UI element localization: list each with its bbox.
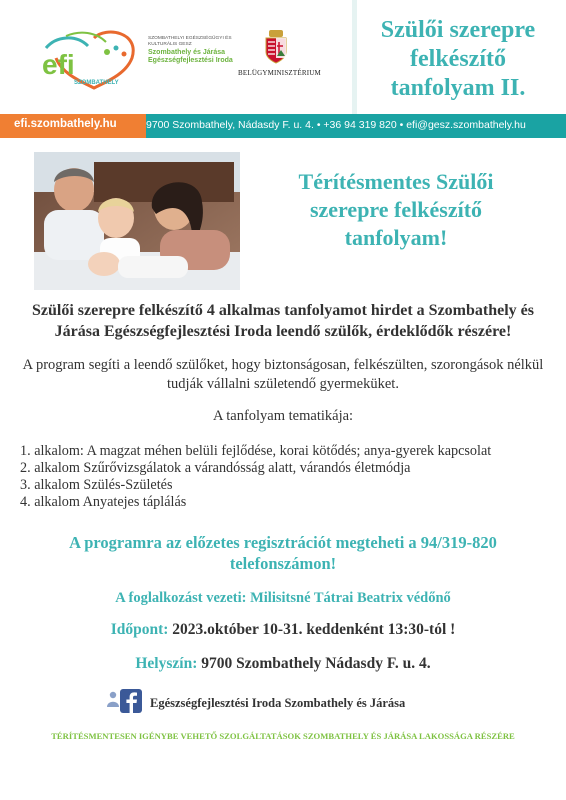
- facebook-link[interactable]: [106, 690, 405, 716]
- time-label: Időpont:: [110, 621, 169, 638]
- list-item: 3. alkalom Szülés-Születés: [20, 477, 173, 493]
- time-line: [20, 621, 546, 639]
- website-link[interactable]: efi.szombathely.hu: [14, 118, 117, 130]
- subtitle: Térítésmentes Szülői szerepre felkészítő tanfolyam!: [298, 169, 494, 250]
- footer-note: TÉRÍTÉSMENTESEN IGÉNYBE VEHETŐ SZOLGÁLTATÁSOK SZOMBATHELY ÉS JÁRÁSA LAKOSSÁGA RÉSZÉRE: [51, 731, 515, 741]
- intro-text: Szülői szerepre felkészítő 4 alkalmas tanfolyamot hirdet a Szombathely és Járása Egészségfejlesztési Iroda leendő szülők, érdeklődők részére!: [31, 302, 535, 340]
- description: A program segíti a leendő szülőket, hogy biztonságosan, felkészülten, szorongások nélkül tudják vállalni születendő gyermeküket.: [22, 357, 544, 392]
- page-title: Szülői szerepre felkészítő tanfolyam II.: [380, 17, 536, 101]
- time-value: 2023.október 10-31. keddenként 13:30-tól !: [172, 621, 456, 638]
- efi-logo: [36, 28, 146, 90]
- course-leader: A foglalkozást vezeti: Milisitsné Tátrai Beatrix védőnő: [115, 590, 451, 606]
- family-photo: [34, 152, 240, 290]
- topics-list: [20, 443, 550, 511]
- list-item: 4. alkalom Anyatejes táplálás: [20, 494, 187, 510]
- list-item: 2. alkalom Szűrővizsgálatok a várandósság alatt, várandós életmódja: [20, 460, 411, 476]
- logo-mark-text: efi: [42, 49, 75, 80]
- facebook-icon: [106, 689, 142, 718]
- org-name: Szombathely és Járása Egészségfejlesztési Iroda: [148, 49, 233, 65]
- coat-of-arms-icon: [264, 30, 288, 64]
- ministry-name: BELÜGYMINISZTÉRIUM: [238, 69, 321, 77]
- logo-mark-subtext: SZOMBATHELY: [74, 80, 119, 86]
- contact-details: 9700 Szombathely, Nádasdy F. u. 4. • +36 94 319 820 • efi@gesz.szombathely.hu: [146, 119, 526, 131]
- place-value: 9700 Szombathely Nádasdy F. u. 4.: [201, 655, 431, 672]
- facebook-page-name: Egészségfejlesztési Iroda Szombathely és Járása: [150, 695, 406, 710]
- place-label: Helyszín:: [135, 655, 198, 672]
- registration-note: A programra az előzetes regisztrációt megteheti a 94/319-820 telefonszámon!: [69, 533, 497, 573]
- org-small-text: SZOMBATHELYI EGÉSZSÉGÜGYI ÉS KULTURÁLIS GESZ: [148, 36, 232, 47]
- list-item: 1. alkalom: A magzat méhen belüli fejlődése, korai kötődés; anya-gyerek kapcsolat: [20, 443, 492, 459]
- place-line: [20, 655, 546, 673]
- topics-title: A tanfolyam tematikája:: [212, 408, 354, 424]
